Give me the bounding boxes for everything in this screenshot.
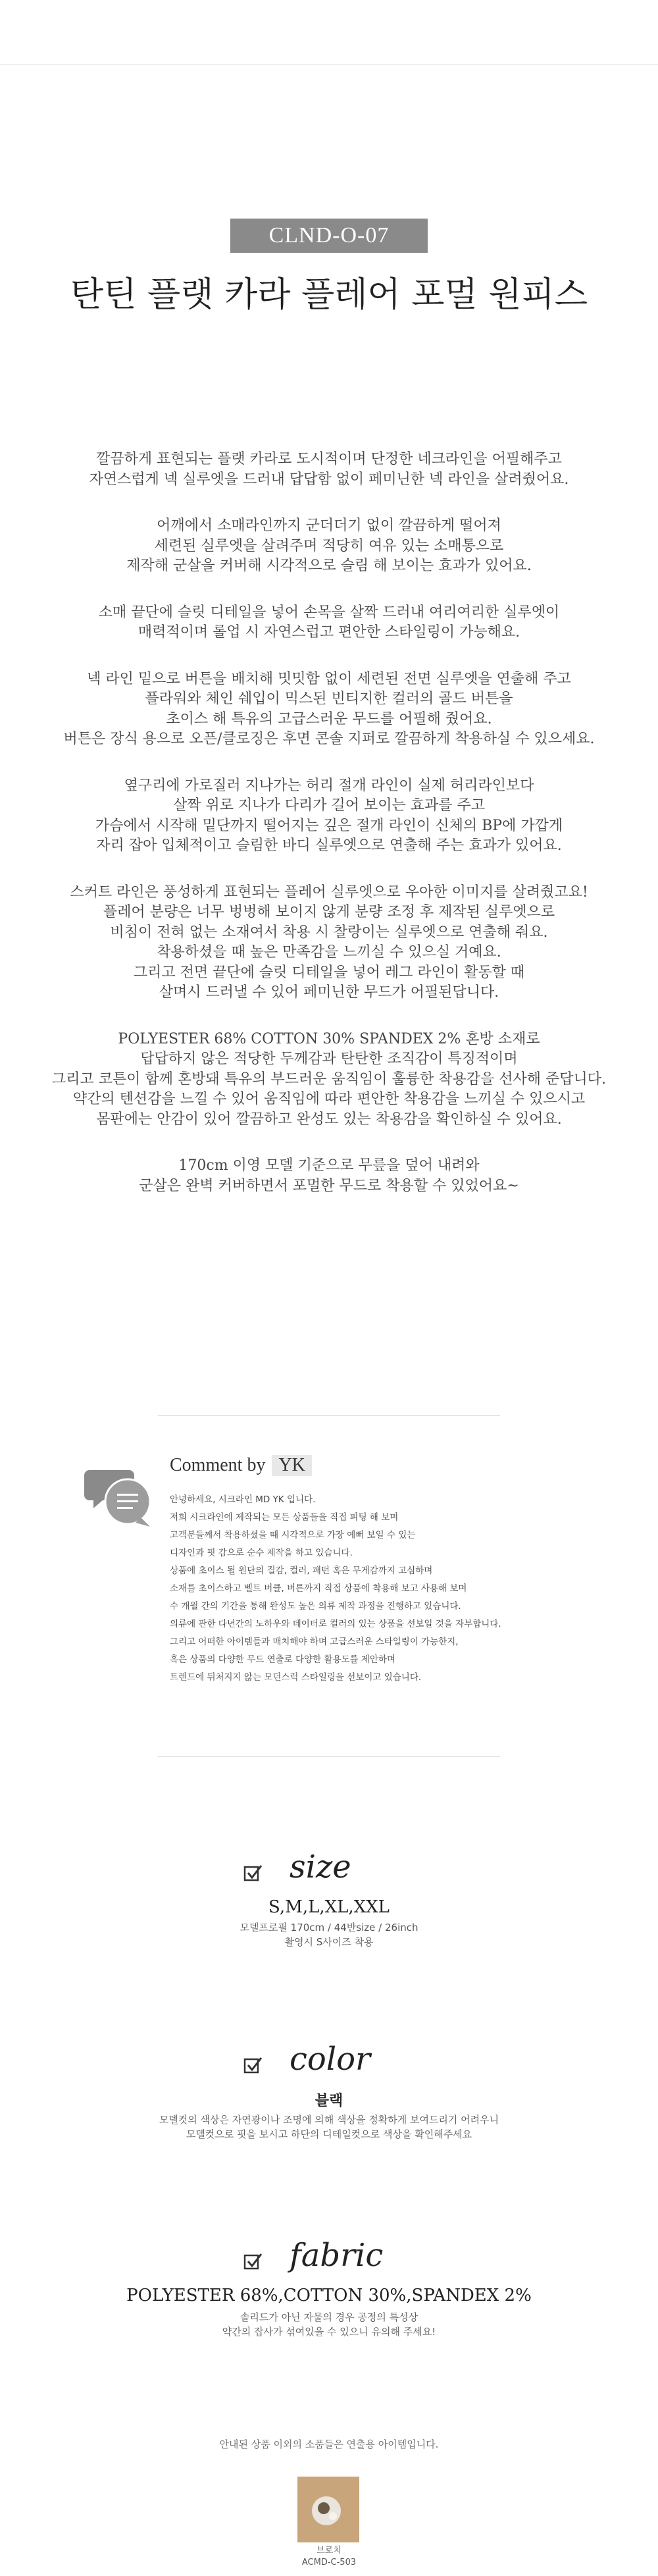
comment-top-divider bbox=[158, 1415, 500, 1416]
description-line: 그리고 전면 끝단에 슬릿 디테일을 넣어 레그 라인이 활동할 때 bbox=[133, 964, 525, 981]
color-heading: color bbox=[290, 2041, 370, 2078]
comment-line: 소재를 초이스하고 벨트 버클, 버튼까지 직접 상품에 착용해 보고 사용해 보며 bbox=[170, 1583, 467, 1594]
comment-heading bbox=[170, 1455, 312, 1476]
description-paragraph bbox=[26, 776, 632, 856]
size-model-size: 촬영시 S사이즈 착용 bbox=[284, 1936, 374, 1948]
description-line: 플레어 분량은 너무 벙벙해 보이지 않게 분량 조정 후 제작된 실루엣으로 bbox=[103, 904, 555, 920]
description-line: 깔끔하게 표현되는 플랫 카라로 도시적이며 단정한 네크라인을 어필해주고 bbox=[96, 451, 562, 467]
description-paragraph bbox=[26, 450, 632, 490]
description-line: 자리 잡아 입체적이고 슬림한 바디 실루엣으로 연출해 주는 효과가 있어요. bbox=[96, 837, 562, 854]
product-title: 탄틴 플랫 카라 플레어 포멀 원피스 bbox=[70, 275, 588, 315]
comment-line: 고객분들께서 착용하셨을 때 시각적으로 가장 예뻐 보일 수 있는 bbox=[170, 1530, 416, 1540]
description-line: 살짝 위로 지나가 다리가 길어 보이는 효과를 주고 bbox=[173, 797, 485, 814]
description-line: 자연스럽게 넥 실루엣을 드러내 답답함 없이 페미닌한 넥 라인을 살려줬어요. bbox=[89, 471, 569, 488]
props-notice: 안내된 상품 이외의 소품들은 연출용 아이템입니다. bbox=[219, 2438, 439, 2450]
comment-line: 트렌드에 뒤처지지 않는 모던스럭 스타일링을 선보이고 있습니다. bbox=[170, 1672, 422, 1683]
product-code-badge: CLND-O-07 bbox=[230, 219, 428, 253]
chat-bubbles-icon bbox=[84, 1463, 157, 1529]
description-line: 세련된 실루엣을 살려주며 적당히 여유 있는 소매통으로 bbox=[154, 537, 504, 554]
description-line: 어깨에서 소매라인까지 군더더기 없이 깔끔하게 떨어져 bbox=[157, 517, 501, 534]
color-section-header bbox=[0, 2041, 658, 2087]
comment-line: 상품에 초이스 될 원단의 질감, 컬러, 패턴 혹은 무게감까지 고심하며 bbox=[170, 1565, 433, 1576]
description-line: 제작해 군살을 커버해 시각적으로 슬림 해 보이는 효과가 있어요. bbox=[126, 558, 532, 574]
fabric-value: POLYESTER 68%,COTTON 30%,SPANDEX 2% bbox=[126, 2286, 532, 2305]
size-model-info: 모델프로필 170cm / 44반size / 26inch bbox=[240, 1922, 418, 1933]
comment-line: 혹은 상품의 다양한 무드 연출로 다양한 활용도를 제안하며 bbox=[170, 1654, 396, 1665]
brooch-thumbnail[interactable] bbox=[297, 2477, 359, 2542]
comment-line: 저희 시크라인에 제작되는 모든 상품들을 직접 피팅 해 보며 bbox=[170, 1512, 399, 1523]
comment-author: YK bbox=[272, 1455, 311, 1476]
size-section-header bbox=[0, 1849, 658, 1895]
color-note-2: 모델컷으로 핏을 보시고 하단의 디테일컷으로 색상을 확인해주세요 bbox=[186, 2128, 472, 2140]
comment-bottom-divider bbox=[158, 1756, 500, 1757]
description-line: 그리고 코튼이 함께 혼방돼 특유의 부드러운 움직임이 훌륭한 착용감을 선사해 준답니다. bbox=[52, 1070, 606, 1088]
description-line: 소매 끝단에 슬릿 디테일을 넣어 손목을 살짝 드러내 여리여리한 실루엣이 bbox=[98, 604, 560, 621]
description-line: 비침이 전혀 없는 소재여서 착용 시 찰랑이는 실루엣으로 연출해 줘요. bbox=[110, 924, 548, 941]
comment-line: 안녕하세요, 시크라인 MD YK 입니다. bbox=[170, 1494, 316, 1505]
description-line: 플라워와 체인 쉐입이 믹스된 빈티지한 컬러의 골드 버튼을 bbox=[145, 691, 513, 707]
color-value: 블랙 bbox=[315, 2093, 343, 2109]
comment-label: Comment by bbox=[170, 1455, 266, 1475]
description-line: 스커트 라인은 풍성하게 표현되는 플레어 실루엣으로 우아한 이미지를 살려줬고요! bbox=[70, 883, 588, 901]
checkbox-check-icon bbox=[243, 2251, 263, 2271]
fabric-section-header bbox=[0, 2237, 658, 2283]
product-description bbox=[26, 450, 632, 1222]
comment-line: 그리고 어떠한 아이템들과 매치해야 하며 고급스러운 스타일링이 가능한지, bbox=[170, 1637, 459, 1647]
description-paragraph bbox=[26, 1030, 632, 1130]
description-line: 버튼은 장식 용으로 오픈/클로징은 후면 콘솔 지퍼로 깔끔하게 착용하실 수 있으세요. bbox=[63, 731, 595, 747]
size-values: S,M,L,XL,XXL bbox=[268, 1897, 390, 1917]
description-paragraph bbox=[26, 516, 632, 577]
description-paragraph bbox=[26, 603, 632, 643]
comment-line: 수 개월 간의 기간을 통해 완성도 높은 의류 제작 과정을 진행하고 있습니다. bbox=[170, 1601, 461, 1612]
size-heading: size bbox=[290, 1849, 351, 1885]
description-line: 옆구리에 가로질러 지나가는 허리 절개 라인이 실제 허리라인보다 bbox=[124, 777, 534, 794]
fabric-note-2: 약간의 잡사가 섞여있을 수 있으니 유의해 주세요! bbox=[222, 2326, 436, 2338]
description-line: 착용하셨을 때 높은 만족감을 느끼실 수 있으실 거예요. bbox=[157, 944, 501, 960]
description-paragraph bbox=[26, 883, 632, 1003]
description-paragraph bbox=[26, 670, 632, 750]
comment-body bbox=[170, 1491, 565, 1687]
related-item-code: ACMD-C-503 bbox=[301, 2558, 357, 2567]
description-line: POLYESTER 68% COTTON 30% SPANDEX 2% 혼방 소재로 bbox=[118, 1030, 540, 1047]
description-line: 약간의 텐션감을 느낄 수 있어 움직임에 따라 편안한 착용감을 느끼실 수 있으시고 bbox=[72, 1091, 586, 1107]
comment-line: 의류에 관한 다년간의 노하우와 데이터로 컬러의 있는 상품을 선보일 것을 자부합니다. bbox=[170, 1619, 501, 1629]
description-line: 초이스 해 특유의 고급스러운 무드를 어필해 줬어요. bbox=[166, 710, 492, 727]
description-line: 매력적이며 롤업 시 자연스럽고 편안한 스타일링이 가능해요. bbox=[138, 624, 520, 641]
comment-line: 디자인과 핏 감으로 순수 제작을 하고 있습니다. bbox=[170, 1548, 353, 1558]
fabric-note-1: 솔리드가 아닌 자물의 경우 공정의 특성상 bbox=[240, 2311, 418, 2323]
description-line: 답답하지 않은 적당한 두께감과 탄탄한 조직감이 특징적이며 bbox=[140, 1051, 518, 1067]
checkbox-check-icon bbox=[243, 2055, 263, 2075]
fabric-heading: fabric bbox=[290, 2237, 384, 2274]
description-line: 몸판에는 안감이 있어 깔끔하고 완성도 있는 착용감을 확인하실 수 있어요. bbox=[96, 1111, 562, 1128]
description-line: 군살은 완벽 커버하면서 포멀한 무드로 착용할 수 있었어요~ bbox=[139, 1177, 519, 1194]
description-line: 살며시 드러낼 수 있어 페미닌한 무드가 어필된답니다. bbox=[159, 984, 499, 1001]
checkbox-check-icon bbox=[243, 1863, 263, 1883]
color-note-1: 모델컷의 색상은 자연광이나 조명에 의해 색상을 정확하게 보여드리기 어려우니 bbox=[159, 2114, 499, 2126]
description-line: 넥 라인 밑으로 버튼을 배치해 밋밋함 없이 세련된 전면 실루엣을 연출해 주고 bbox=[87, 670, 571, 687]
description-line: 170cm 이영 모델 기준으로 무릎을 덮어 내려와 bbox=[178, 1157, 480, 1174]
description-paragraph bbox=[26, 1156, 632, 1196]
description-line: 가슴에서 시작해 밑단까지 떨어지는 깊은 절개 라인이 신체의 BP에 가깝게 bbox=[95, 817, 563, 834]
related-item-name: 브로치 bbox=[316, 2546, 342, 2556]
